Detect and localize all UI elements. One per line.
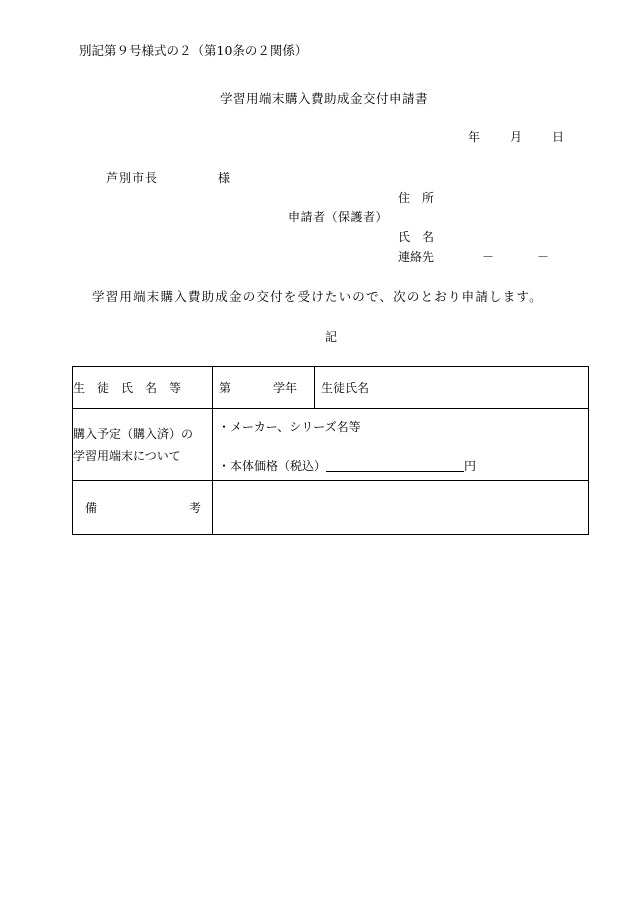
student-label: 生徒氏名等 bbox=[73, 381, 194, 395]
form-reference: 別記第９号様式の２（第10条の２関係） bbox=[79, 43, 308, 58]
grade-suffix: 学年 bbox=[273, 381, 298, 395]
ki-marker: 記 bbox=[325, 330, 338, 344]
student-name-label: 生徒氏名 bbox=[321, 381, 370, 395]
addressee-honorific: 様 bbox=[218, 171, 231, 185]
application-table bbox=[72, 366, 589, 535]
address-label: 住 所 bbox=[398, 191, 435, 205]
price-unit: 円 bbox=[464, 459, 477, 473]
device-label-cell bbox=[73, 409, 213, 481]
contact-dash-2: － bbox=[537, 250, 550, 264]
body-text: 学習用端末購入費助成金の交付を受けたいので、次のとおり申請します。 bbox=[92, 289, 543, 304]
price-row bbox=[218, 459, 476, 472]
name-label: 氏 名 bbox=[398, 230, 435, 244]
date-month: 月 bbox=[510, 130, 523, 144]
table-row bbox=[73, 481, 589, 535]
applicant-role: 申請者（保護者） bbox=[288, 210, 389, 224]
date-year: 年 bbox=[468, 130, 481, 144]
price-label: ・本体価格（税込） bbox=[218, 459, 327, 473]
remarks-label-second: 考 bbox=[189, 501, 202, 515]
device-label-line2: 学習用端末について bbox=[73, 448, 181, 463]
remarks-input-cell bbox=[213, 481, 589, 535]
grade-prefix: 第 bbox=[219, 381, 232, 395]
maker-label: ・メーカー、シリーズ名等 bbox=[218, 420, 361, 434]
price-blank-line bbox=[326, 459, 464, 472]
device-detail-cell bbox=[213, 409, 589, 481]
table-row bbox=[73, 409, 589, 481]
grade-cell bbox=[213, 367, 315, 409]
date-day: 日 bbox=[552, 130, 565, 144]
student-label-cell bbox=[73, 367, 213, 409]
remarks-label-first: 備 bbox=[85, 501, 98, 515]
student-name-cell bbox=[315, 367, 589, 409]
contact-label: 連絡先 bbox=[398, 250, 435, 264]
table-row bbox=[73, 367, 589, 409]
remarks-label-cell bbox=[73, 481, 213, 535]
document-title: 学習用端末購入費助成金交付申請書 bbox=[220, 91, 429, 106]
contact-dash-1: － bbox=[482, 250, 495, 264]
device-label-line1: 購入予定（購入済）の bbox=[73, 426, 194, 441]
addressee-name: 芦別市長 bbox=[106, 171, 159, 185]
